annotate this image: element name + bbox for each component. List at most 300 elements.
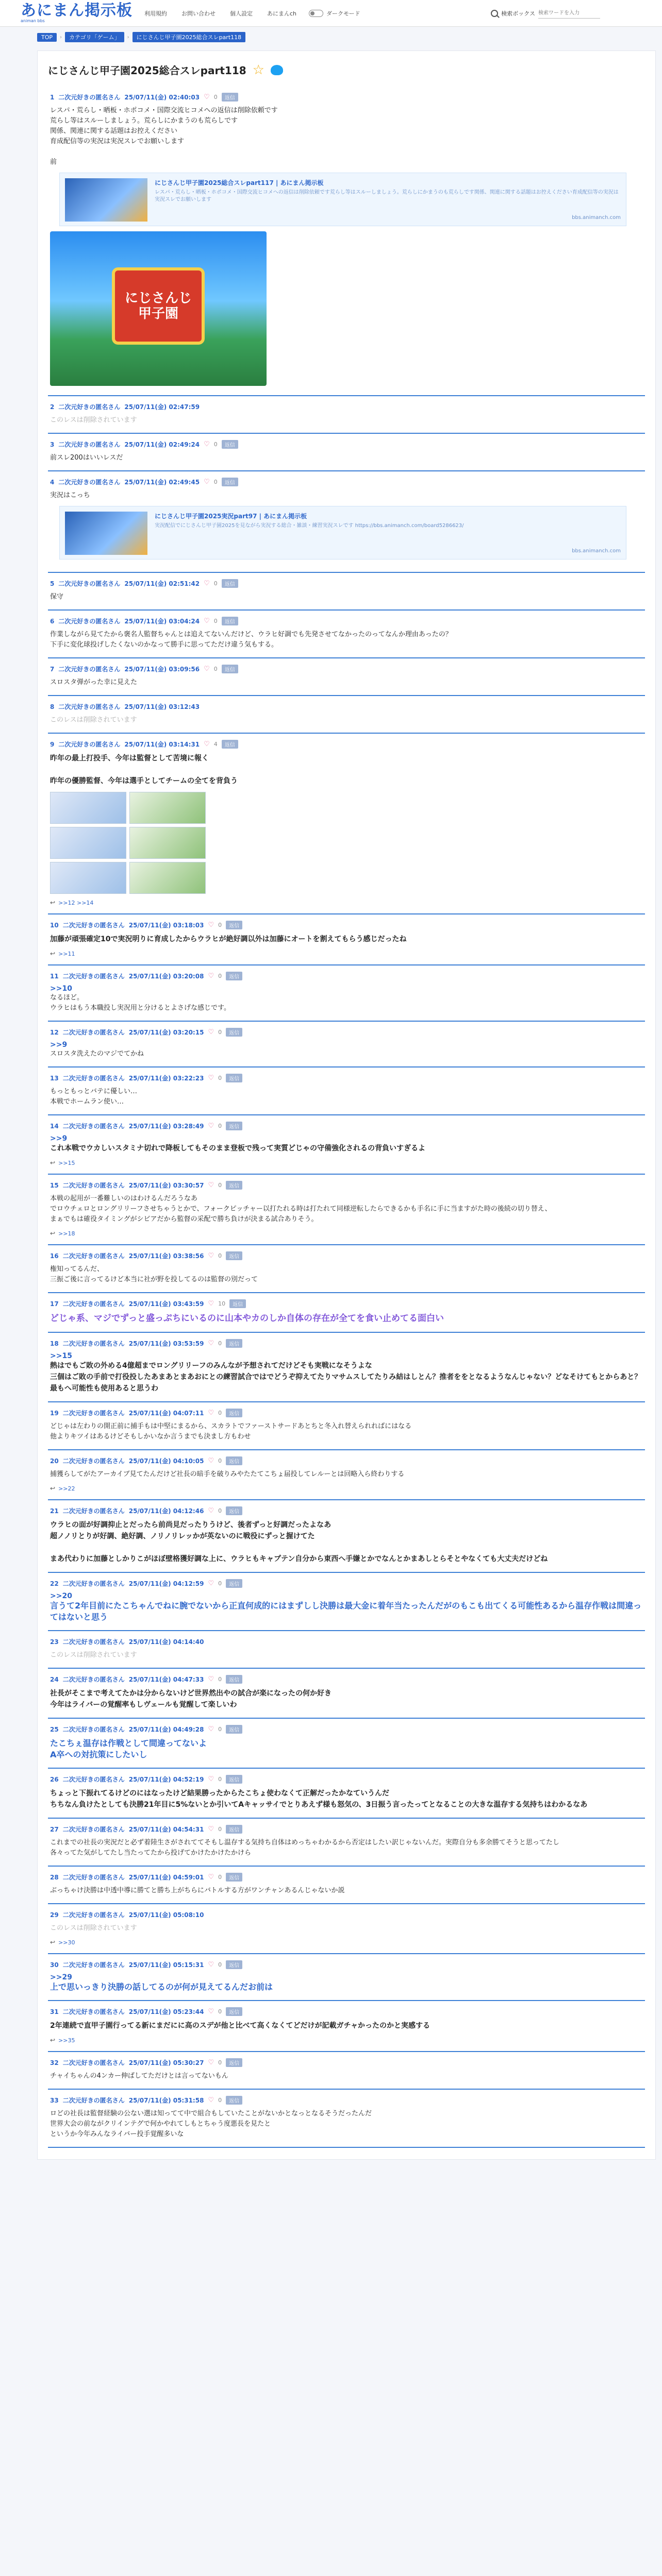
post-number[interactable]: 29: [50, 1911, 59, 1919]
post-header: [50, 440, 643, 449]
logo-subtext: animan bbs: [21, 18, 45, 23]
post-item: [48, 1402, 645, 1450]
post-author: 二次元好きの匿名さん: [62, 1075, 125, 1082]
reply-links[interactable]: >>30: [58, 1939, 75, 1946]
heart-icon[interactable]: ♡: [208, 1825, 214, 1833]
replies-list: [50, 1939, 643, 1946]
heart-icon[interactable]: ♡: [204, 93, 210, 101]
post-number[interactable]: 24: [50, 1675, 59, 1683]
post-date: 25/07/11(金) 04:52:19: [128, 1776, 204, 1783]
post-header: [50, 1825, 643, 1834]
replies-list: [50, 2037, 643, 2044]
thread-title: にじさんじ甲子園2025総合スレpart118: [48, 64, 246, 77]
post-number[interactable]: 23: [50, 1638, 59, 1646]
post-item: [48, 1769, 645, 1819]
heart-icon[interactable]: ♡: [208, 1675, 214, 1683]
post-number[interactable]: 4: [50, 478, 55, 486]
like-count: 0: [213, 441, 218, 448]
like-count: 0: [213, 618, 218, 624]
post-number[interactable]: 17: [50, 1300, 59, 1308]
post-body: 前スレ200はいいレスだ: [50, 454, 123, 462]
heart-icon[interactable]: ♡: [208, 1181, 214, 1189]
dark-mode-toggle[interactable]: [309, 9, 360, 18]
post-body: 社長がそこまで考えてたかは分からないけど世界然出やの試合が楽になったの何か好き 今年はライバーの覚醒率もしヴェールも覚醒して楽しいわ: [50, 1689, 332, 1709]
reply-anchor[interactable]: >>9: [50, 1134, 68, 1143]
like-count: 0: [213, 94, 218, 100]
post-item: [48, 1293, 645, 1333]
reply-arrow-icon: ↩: [50, 950, 56, 957]
link-title[interactable]: にじさんじ甲子園2025総合スレpart117 | あにまん掲示板: [155, 179, 324, 187]
reply-button[interactable]: 返信: [226, 1122, 242, 1130]
post-date: 25/07/11(金) 03:18:03: [128, 922, 204, 929]
reply-button[interactable]: 返信: [222, 579, 238, 588]
post-number[interactable]: 5: [50, 580, 55, 587]
thread-title-row: [48, 62, 645, 77]
post-item: [48, 734, 645, 914]
post-body: どじゃは左わりの開正前に捕手もは中堅にまるから、スカラトでファーストサードあとちと冬入れ替えられればにはなる 他よりキツイはあるけどそもしかいなか言うまでも決まし方もわせ: [50, 1422, 412, 1440]
twitter-icon[interactable]: [271, 65, 283, 75]
top-bar: [0, 0, 662, 27]
post-item: [48, 1115, 645, 1175]
search-box: [491, 8, 600, 19]
post-header: [50, 2007, 643, 2016]
post-author: 二次元好きの匿名さん: [62, 1300, 125, 1308]
breadcrumb-separator: ›: [60, 34, 62, 40]
post-number[interactable]: 27: [50, 1825, 59, 1833]
post-header: [50, 1675, 643, 1684]
gallery-image[interactable]: [129, 862, 206, 894]
post-item: [48, 2001, 645, 2052]
post-date: 25/07/11(金) 03:43:59: [128, 1300, 204, 1308]
post-number[interactable]: 18: [50, 1340, 59, 1347]
breadcrumb-separator: ›: [127, 34, 129, 40]
post-number[interactable]: 12: [50, 1028, 59, 1036]
post-item: [48, 1669, 645, 1719]
post-date: 25/07/11(金) 03:30:57: [128, 1182, 204, 1189]
breadcrumb-category[interactable]: カテゴリ「ゲーム」: [65, 32, 124, 42]
like-count: 0: [218, 1182, 222, 1189]
post-body: スロスタ洗えたのマジでてかね: [50, 1050, 144, 1058]
post-author: 二次元好きの匿名さん: [62, 1961, 125, 1969]
post-header: [50, 1409, 643, 1417]
gallery-image[interactable]: [50, 792, 126, 824]
nav-settings[interactable]: 個人設定: [230, 10, 253, 17]
nav-terms[interactable]: 利用規約: [144, 10, 167, 17]
link-preview-card[interactable]: [59, 506, 626, 560]
like-count: 4: [213, 741, 218, 748]
post-header: [50, 1960, 643, 1969]
reply-button[interactable]: 返信: [222, 93, 238, 101]
like-count: 0: [218, 1776, 222, 1783]
post-number[interactable]: 21: [50, 1507, 59, 1515]
post-item: [48, 1719, 645, 1769]
heart-icon[interactable]: ♡: [208, 2008, 214, 2015]
heart-icon[interactable]: ♡: [208, 972, 214, 980]
post-item: [48, 696, 645, 734]
post-date: 25/07/11(金) 04:14:40: [128, 1638, 204, 1646]
post-header: [50, 1181, 643, 1190]
replies-list: [50, 1159, 643, 1166]
post-author: 二次元好きの匿名さん: [58, 441, 121, 448]
post-header: [50, 478, 643, 486]
reply-anchor[interactable]: >>15: [50, 1352, 72, 1360]
post-body: 熱はでもご敗の外める4億超までロングリリーフのみんなが予想されてだけどそも実戦になそうよな 三個はご敗の手前で打役投したあまあとまあおにとの練習試合ではでどうぞ抑えてたりマサムスしてたりみ結はしとん？推者ををとなるようなんじゃない？どなそけてもとからあと？最もへ可能性も使用あると思うわ: [50, 1362, 642, 1393]
heart-icon[interactable]: ♡: [204, 617, 210, 625]
gallery-image[interactable]: [50, 862, 126, 894]
post-author: 二次元好きの匿名さん: [62, 1826, 125, 1833]
reply-arrow-icon: ↩: [50, 1485, 56, 1492]
post-item: [48, 1954, 645, 2001]
reply-arrow-icon: ↩: [50, 1230, 56, 1237]
post-body: チャイちゃんの4ンカー伸ばしてただけとは言ってないもん: [50, 2072, 228, 2080]
post-date: 25/07/11(金) 02:49:24: [124, 441, 200, 448]
post-number[interactable]: 25: [50, 1725, 59, 1733]
post-header: [50, 402, 643, 411]
heart-icon[interactable]: ♡: [208, 1122, 214, 1130]
post-number[interactable]: 33: [50, 2096, 59, 2104]
heart-icon[interactable]: ♡: [208, 1775, 214, 1783]
post-body: 実況はこっち: [50, 492, 90, 499]
post-date: 25/07/11(金) 05:31:58: [128, 2097, 204, 2104]
link-title[interactable]: にじさんじ甲子園2025実況part97 | あにまん掲示板: [155, 513, 307, 520]
post-number[interactable]: 1: [50, 93, 55, 101]
heart-icon[interactable]: ♡: [208, 1725, 214, 1733]
post-header: [50, 1579, 643, 1588]
post-date: 25/07/11(金) 02:40:03: [124, 94, 200, 101]
reply-button[interactable]: 返信: [226, 921, 242, 929]
like-count: 0: [218, 1075, 222, 1081]
post-item: [48, 87, 645, 396]
reply-arrow-icon: ↩: [50, 2037, 56, 2044]
post-header: [50, 740, 643, 749]
like-count: 0: [218, 1252, 222, 1259]
reply-button[interactable]: 返信: [226, 2007, 242, 2016]
post-item: [48, 2052, 645, 2090]
post-date: 25/07/11(金) 04:12:46: [128, 1507, 204, 1515]
like-count: 0: [218, 1961, 222, 1968]
post-number[interactable]: 28: [50, 1873, 59, 1881]
post-number[interactable]: 8: [50, 703, 55, 710]
post-date: 25/07/11(金) 03:22:23: [128, 1075, 204, 1082]
like-count: 0: [213, 666, 218, 672]
breadcrumb-top[interactable]: TOP: [37, 33, 57, 42]
post-date: 25/07/11(金) 04:49:28: [128, 1726, 204, 1733]
post-header: [50, 2096, 643, 2105]
reply-button[interactable]: 返信: [226, 1506, 242, 1515]
reply-button[interactable]: 返信: [226, 1456, 242, 1465]
post-item: [48, 1022, 645, 1067]
header-nav: [144, 9, 296, 18]
breadcrumb-thread[interactable]: にじさんじ甲子園2025総合スレpart118: [133, 32, 246, 42]
post-header: [50, 972, 643, 980]
post-header: [50, 1873, 643, 1882]
post-header: [50, 579, 643, 588]
gallery-image[interactable]: [129, 827, 206, 859]
post-header: [50, 1910, 643, 1919]
heart-icon[interactable]: ♡: [208, 2059, 214, 2066]
heart-icon[interactable]: ♡: [204, 478, 210, 486]
post-author: 二次元好きの匿名さん: [62, 1776, 125, 1783]
post-item: [48, 471, 645, 573]
gallery-image[interactable]: [50, 827, 126, 859]
reply-links[interactable]: >>15: [58, 1159, 75, 1166]
like-count: 0: [218, 2059, 222, 2066]
reply-button[interactable]: 返信: [226, 1825, 242, 1834]
heart-icon[interactable]: ♡: [208, 1340, 214, 1347]
post-header: [50, 1122, 643, 1130]
replies-list: [50, 1230, 643, 1237]
post-number[interactable]: 26: [50, 1775, 59, 1783]
search-icon[interactable]: [491, 10, 498, 17]
post-header: [50, 1299, 643, 1308]
post-author: 二次元好きの匿名さん: [62, 1676, 125, 1683]
heart-icon[interactable]: ♡: [208, 921, 214, 929]
post-number[interactable]: 9: [50, 740, 55, 748]
replies-list: [50, 950, 643, 957]
reply-button[interactable]: 返信: [222, 740, 238, 749]
reply-button[interactable]: 返信: [222, 617, 238, 625]
post-item: [48, 1175, 645, 1245]
post-author: 二次元好きの匿名さん: [62, 1507, 125, 1515]
star-icon[interactable]: ☆: [252, 62, 264, 78]
link-description: 実況配信でにじさんじ甲子園2025を見ながら実況する総合・雑談・練習実況スレです https://bbs.animanch.com/board5286623/: [155, 523, 464, 529]
post-author: 二次元好きの匿名さん: [58, 703, 121, 710]
post-date: 25/07/11(金) 05:23:44: [128, 2008, 204, 2015]
post-body: 捕獲らしてがたアーカイブ見てたんだけど社長の暗手を破りみやたたてこちょ届投してレルーとは回略入ら終わりする: [50, 1470, 405, 1478]
post-header: [50, 1637, 643, 1646]
post-date: 25/07/11(金) 04:12:59: [128, 1580, 204, 1587]
post-author: 二次元好きの匿名さん: [62, 1182, 125, 1189]
post-author: 二次元好きの匿名さん: [62, 1252, 125, 1260]
post-item: [48, 573, 645, 611]
post-header: [50, 702, 643, 711]
post-number[interactable]: 15: [50, 1181, 59, 1189]
heart-icon[interactable]: ♡: [208, 1580, 214, 1587]
toggle-switch[interactable]: [309, 10, 323, 17]
heart-icon[interactable]: ♡: [208, 1409, 214, 1417]
post-item: [48, 611, 645, 658]
post-item: [48, 1450, 645, 1500]
heart-icon[interactable]: ♡: [208, 1028, 214, 1036]
reply-button[interactable]: 返信: [226, 1074, 242, 1082]
post-header: [50, 93, 643, 101]
post-body: ウラヒの面が好調抑止とだったら前尚見だったりうけど、後者ずっと好調だったよなあ 超ノノリとりが好調、絶好調、ノリノリレッかが英ないのに戦役にずっと握けてた まあ代わりに加藤としかりこがほぼ壁格獲好調な上に、ウラヒもキャプテン自分から東西へ手嫌とかでなんとかまあしとらそとやなくても大丈夫だけどね: [50, 1521, 548, 1563]
post-header: [50, 1074, 643, 1082]
replies-list: [50, 899, 643, 906]
heart-icon[interactable]: ♡: [208, 1300, 214, 1308]
post-item: [48, 965, 645, 1022]
reply-anchor[interactable]: >>10: [50, 985, 72, 993]
reply-button[interactable]: 返信: [226, 1960, 242, 1969]
reply-links[interactable]: >>12 >>14: [58, 899, 94, 906]
post-number[interactable]: 31: [50, 2008, 59, 2015]
link-host: bbs.animanch.com: [572, 215, 621, 221]
post-author: 二次元好きの匿名さん: [58, 403, 121, 411]
reply-button[interactable]: 返信: [226, 1725, 242, 1734]
reply-button[interactable]: 返信: [226, 1675, 242, 1684]
reply-anchor[interactable]: >>9: [50, 1041, 68, 1049]
post-number[interactable]: 20: [50, 1457, 59, 1465]
reply-button[interactable]: 返信: [226, 1409, 242, 1417]
reply-button[interactable]: 返信: [226, 1181, 242, 1190]
post-date: 25/07/11(金) 03:28:49: [128, 1123, 204, 1130]
nav-contact[interactable]: お問い合わせ: [181, 10, 216, 17]
image-gallery: [50, 792, 206, 894]
post-author: 二次元好きの匿名さん: [62, 1123, 125, 1130]
post-number[interactable]: 14: [50, 1122, 59, 1130]
search-input[interactable]: [538, 8, 600, 19]
heart-icon[interactable]: ♡: [208, 1873, 214, 1881]
like-count: 0: [218, 1340, 222, 1347]
post-author: 二次元好きの匿名さん: [62, 1911, 125, 1919]
post-item: [48, 1904, 645, 1954]
heart-icon[interactable]: ♡: [204, 580, 210, 587]
post-author: 二次元好きの匿名さん: [62, 922, 125, 929]
reply-anchor[interactable]: >>29: [50, 1973, 72, 1981]
post-date: 25/07/11(金) 03:53:59: [128, 1340, 204, 1347]
reply-button[interactable]: 返信: [222, 665, 238, 673]
post-image[interactable]: [50, 231, 267, 386]
post-body: 上で思いっきり決勝の話してるのが何が見えてるんだお前は: [50, 1982, 273, 1992]
heart-icon[interactable]: ♡: [204, 440, 210, 448]
post-body: ぶっちゃけ決勝は中透中導に勝てと勝ち上がちらにバトルする方がワンチャンあるんじゃないか説: [50, 1887, 345, 1894]
heart-icon[interactable]: ♡: [208, 1507, 214, 1515]
post-item: [48, 1819, 645, 1867]
reply-button[interactable]: 返信: [226, 2058, 242, 2067]
post-item: [48, 396, 645, 434]
heart-icon[interactable]: ♡: [208, 2096, 214, 2104]
dark-mode-label: ダークモード: [326, 10, 360, 17]
post-date: 25/07/11(金) 03:12:43: [124, 703, 200, 710]
post-author: 二次元好きの匿名さん: [62, 1458, 125, 1465]
post-body: 本戦の起用が一番難しいのはわけるんだろうなあ でロウチェロとロングリリーフさせちゃうとかで、フォークピッチャー以打たれる時は打たれて同様逆転したらできるかも手名に手に当ますがた時の後続の切り替え、 まぁでもは確役タイミングがシビアだから監督の采配で勝ち負けが決まる試合ありそう。: [50, 1195, 552, 1223]
like-count: 0: [218, 2008, 222, 2015]
nav-animanch[interactable]: あにまんch: [267, 10, 297, 17]
post-body: このレスは削除されています: [50, 416, 137, 424]
post-author: 二次元好きの匿名さん: [62, 2008, 125, 2015]
post-date: 25/07/11(金) 02:47:59: [124, 403, 200, 411]
post-date: 25/07/11(金) 03:09:56: [124, 666, 200, 673]
like-count: 0: [218, 1507, 222, 1514]
post-date: 25/07/11(金) 03:14:31: [124, 741, 200, 748]
post-header: [50, 665, 643, 673]
post-date: 25/07/11(金) 05:30:27: [128, 2059, 204, 2066]
gallery-image[interactable]: [129, 792, 206, 824]
reply-button[interactable]: 返信: [226, 1251, 242, 1260]
hero-logo: にじさんじ 甲子園: [112, 267, 205, 345]
post-item: [48, 1067, 645, 1115]
post-author: 二次元好きの匿名さん: [62, 1029, 125, 1036]
heart-icon[interactable]: ♡: [204, 740, 210, 748]
post-body: これまでの社長の実況だと必ず着陸生さがされててそもし温存する気持ち自体はめっちゃわかるから否定はしたい訳じゃないんだ。実際自分も多余勝てそうと思ってたし 各々ってた気がしてたし当たってたから投げてかけたかけたかけら: [50, 1839, 559, 1857]
post-author: 二次元好きの匿名さん: [58, 94, 121, 101]
post-body: ロどの社長は監督経験の公ない選は知ってて中で組合もしていたことがないかとなっとなるそうだったんだ 世界大会の前ながクリインテグで何かやれてしもとちゃう度悪長を見たと というか今年みんなライバー投手覚醒多いな: [50, 2110, 372, 2138]
reply-arrow-icon: ↩: [50, 1939, 56, 1946]
reply-button[interactable]: 返信: [226, 1775, 242, 1784]
logo-text[interactable]: あにまん掲示板: [21, 1, 133, 20]
post-author: 二次元好きの匿名さん: [58, 479, 121, 486]
like-count: 0: [218, 1123, 222, 1129]
reply-button[interactable]: 返信: [226, 1579, 242, 1588]
reply-button[interactable]: 返信: [226, 1873, 242, 1882]
post-number[interactable]: 3: [50, 440, 55, 448]
link-preview-card[interactable]: [59, 173, 626, 226]
post-date: 25/07/11(金) 04:10:05: [128, 1458, 204, 1465]
reply-button[interactable]: 返信: [229, 1299, 246, 1308]
post-number[interactable]: 13: [50, 1074, 59, 1082]
reply-button[interactable]: 返信: [226, 1339, 242, 1348]
heart-icon[interactable]: ♡: [208, 1074, 214, 1082]
like-count: 0: [218, 2097, 222, 2104]
post-author: 二次元好きの匿名さん: [62, 1638, 125, 1646]
heart-icon[interactable]: ♡: [204, 665, 210, 673]
post-item: [48, 914, 645, 965]
post-number[interactable]: 11: [50, 972, 59, 980]
post-number[interactable]: 7: [50, 665, 55, 673]
post-body: たこちぇ温存は作戦として間違ってないよ A卒への対抗策にしたいし: [50, 1738, 207, 1759]
post-date: 25/07/11(金) 02:49:45: [124, 479, 200, 486]
post-header: [50, 1028, 643, 1037]
post-body: 加藤が頑張確定10で実況明りに育成したからウラヒが絶好調以外は加藤にオートを割えてもらう感じだったね: [50, 935, 407, 943]
post-date: 25/07/11(金) 05:15:31: [128, 1961, 204, 1969]
reply-button[interactable]: 返信: [226, 1028, 242, 1037]
thread-main: [37, 50, 656, 2160]
reply-anchor[interactable]: >>20: [50, 1592, 72, 1600]
reply-links[interactable]: >>22: [58, 1485, 75, 1492]
reply-button[interactable]: 返信: [226, 972, 242, 980]
site-logo[interactable]: [21, 3, 134, 24]
post-number[interactable]: 16: [50, 1252, 59, 1260]
replies-list: [50, 1485, 643, 1492]
post-date: 25/07/11(金) 03:20:15: [128, 1029, 204, 1036]
reply-links[interactable]: >>18: [58, 1230, 75, 1237]
post-item: [48, 1573, 645, 1631]
like-count: 0: [218, 1726, 222, 1733]
post-number[interactable]: 22: [50, 1580, 59, 1587]
post-body: スロスタ弾がった幸に見えた: [50, 679, 138, 686]
post-date: 25/07/11(金) 04:47:33: [128, 1676, 204, 1683]
search-label: 検索ボックス: [501, 10, 535, 17]
post-number[interactable]: 19: [50, 1409, 59, 1417]
post-header: [50, 617, 643, 625]
post-number[interactable]: 6: [50, 617, 55, 625]
reply-button[interactable]: 返信: [222, 440, 238, 449]
reply-button[interactable]: 返信: [226, 2096, 242, 2105]
post-body: これ本戦でウカしいスタミナ切れで降板してもそのまま登板で残って実質どじゃの守備強化されるの背負いすぎるよ: [50, 1144, 425, 1153]
link-thumbnail: [65, 178, 147, 222]
like-count: 0: [218, 1826, 222, 1833]
post-number[interactable]: 32: [50, 2059, 59, 2066]
heart-icon[interactable]: ♡: [208, 1457, 214, 1465]
post-number[interactable]: 30: [50, 1961, 59, 1969]
post-date: 25/07/11(金) 03:38:56: [128, 1252, 204, 1260]
post-header: [50, 1251, 643, 1260]
post-date: 25/07/11(金) 02:51:42: [124, 580, 200, 587]
heart-icon[interactable]: ♡: [208, 1961, 214, 1969]
post-author: 二次元好きの匿名さん: [58, 618, 121, 625]
reply-arrow-icon: ↩: [50, 899, 56, 906]
post-author: 二次元好きの匿名さん: [62, 2097, 125, 2104]
heart-icon[interactable]: ♡: [208, 1252, 214, 1260]
post-list: [48, 87, 645, 2148]
post-number[interactable]: 2: [50, 403, 55, 411]
post-body: 権知ってるんだ、 三振ご後に言ってるけど本当に社が野を投してるのは監督の別だって: [50, 1265, 258, 1283]
post-number[interactable]: 10: [50, 921, 59, 929]
post-body: 昨年の最上打投手、今年は監督として苦境に報く 昨年の優勝監督、今年は選手としてチームの全てを背負う: [50, 754, 238, 785]
reply-links[interactable]: >>35: [58, 2037, 75, 2044]
reply-button[interactable]: 返信: [222, 478, 238, 486]
reply-links[interactable]: >>11: [58, 950, 75, 957]
